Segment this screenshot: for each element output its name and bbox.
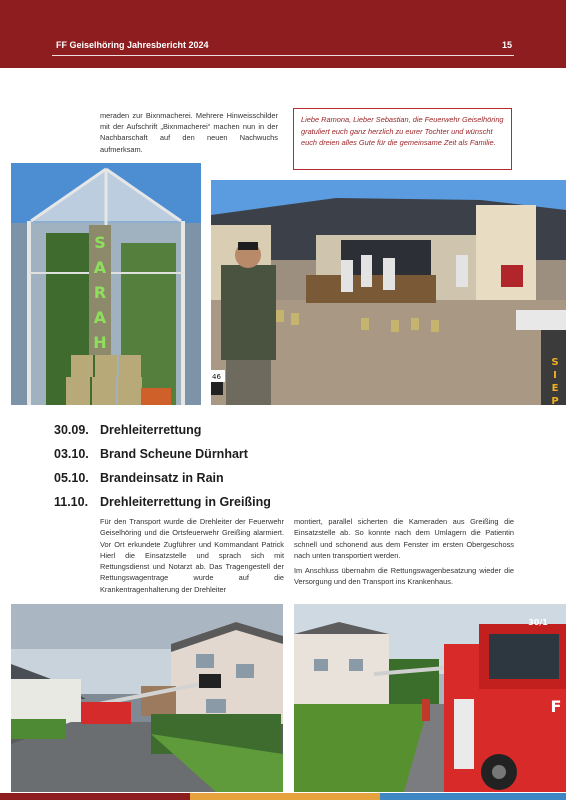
page-header bbox=[0, 0, 566, 68]
svg-text:A: A bbox=[93, 258, 107, 277]
svg-text:F: F bbox=[550, 697, 562, 716]
yard-party-photo bbox=[211, 180, 566, 405]
event-title: Drehleiterrettung bbox=[100, 423, 202, 437]
greeting-text: Liebe Ramona, Lieber Sebastian, die Feuerwehr Geiselhöring gratuliert euch ganz herzlich zu eurer Tochter und wünscht euch dreien alles Gute für die gemeinsame Zeit als Familie. bbox=[301, 115, 504, 147]
body-column-left: Für den Transport wurde die Drehleiter der Feuerwehr Geiselhöring und die Ortsfeuerwehr Greißing alarmiert. Vor Ort erkundete Zugführer und Kommandant Patrick Hierl die Einsatzstelle und sprach sich mit Rettungsdienst und Notarzt ab. Das Tragengestell der Rettungswagentrage wurde auf die Krankentragenhalterung der Drehleiter bbox=[100, 517, 284, 594]
fire-truck-photo bbox=[294, 604, 566, 792]
event-date: 03.10. bbox=[54, 447, 89, 461]
body-paragraph: montiert, parallel sicherten die Kameraden aus Greißing die Einsatzstelle ab. So konnte nach dem Umlagern die Patientin schnell und schonend aus dem Fenster im ersten Obergeschoss nach unten transportiert werden. bbox=[294, 517, 514, 560]
footer-bar-blue bbox=[380, 793, 566, 800]
event-date: 05.10. bbox=[54, 471, 89, 485]
svg-text:H: H bbox=[93, 333, 107, 352]
body-paragraph: Im Anschluss übernahm die Rettungswagenbesatzung wieder die Versorgung und den Transport ins Krankenhaus. bbox=[294, 566, 514, 587]
svg-text:S: S bbox=[94, 233, 106, 252]
event-title: Brandeinsatz in Rain bbox=[100, 471, 224, 485]
report-title: FF Geiselhöring Jahresbericht 2024 bbox=[56, 40, 209, 50]
greenhouse-photo bbox=[11, 163, 201, 405]
event-item bbox=[54, 466, 474, 490]
svg-text:30/1: 30/1 bbox=[528, 618, 548, 627]
svg-text:A: A bbox=[93, 308, 107, 327]
greeting-box bbox=[293, 108, 512, 170]
event-title: Drehleiterrettung in Greißing bbox=[100, 495, 271, 509]
event-title: Brand Scheune Dürnhart bbox=[100, 447, 248, 461]
event-item bbox=[54, 418, 474, 442]
svg-text:46: 46 bbox=[212, 373, 221, 381]
svg-text:E: E bbox=[551, 383, 559, 394]
body-column-right bbox=[294, 516, 514, 588]
header-divider bbox=[52, 55, 514, 56]
svg-text:I: I bbox=[553, 370, 557, 381]
footer-bar-red bbox=[0, 793, 190, 800]
svg-text:S: S bbox=[551, 357, 559, 368]
event-date: 11.10. bbox=[54, 495, 89, 509]
footer-bar-orange bbox=[190, 793, 380, 800]
svg-text:P: P bbox=[551, 396, 559, 405]
intro-paragraph: meraden zur Bixnmacherei. Mehrere Hinweisschilder mit der Aufschrift „Bixnmacherei“ machen nun in der Nachbarschaft auf den neuen Nachwuchs aufmerksam. bbox=[100, 111, 278, 154]
ladder-truck-street-photo bbox=[11, 604, 283, 792]
event-item bbox=[54, 490, 474, 514]
svg-text:R: R bbox=[93, 283, 107, 302]
page-number: 15 bbox=[501, 40, 512, 50]
event-date: 30.09. bbox=[54, 423, 89, 437]
event-item bbox=[54, 442, 474, 466]
event-list bbox=[54, 418, 474, 514]
